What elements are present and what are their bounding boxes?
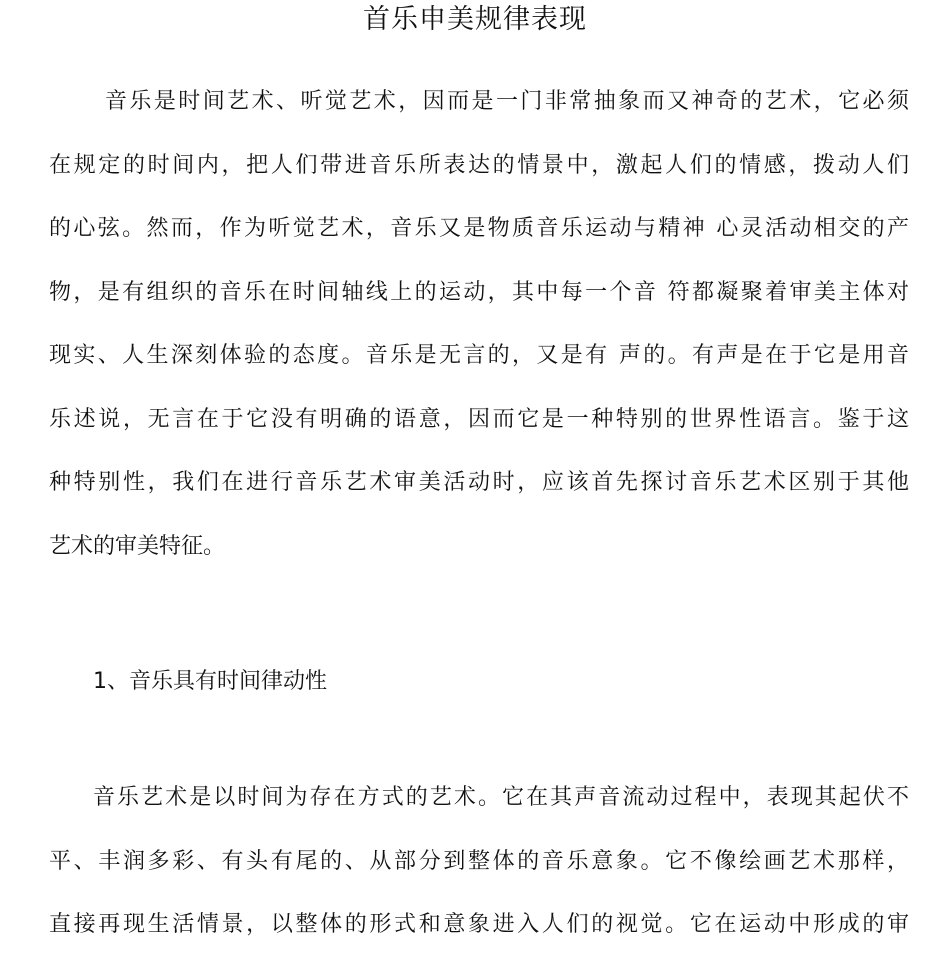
paragraph-section1 (49, 766, 909, 957)
paragraph-line: 的心弦。然而，作为听觉艺术，音乐又是物质音乐运动与精神 心灵活动相交的产 (49, 216, 909, 241)
paragraph-line: 现实、人生深刻体验的态度。音乐是无言的，又是有 声的。有声是在于它是用音 (49, 343, 909, 368)
paragraph-line: 种特别性，我们在进行音乐艺术审美活动时，应该首先探讨音乐艺术区别于其他 (49, 470, 909, 495)
paragraph-line: 在规定的时间内，把人们带进音乐所表达的情景中，激起人们的情感，拨动人们 (49, 152, 909, 178)
paragraph-line: 直接再现生活情景，以整体的形式和意象进入人们的视觉。它在运动中形成的审 (49, 912, 909, 937)
paragraph-intro (49, 70, 909, 578)
paragraph-line: 音乐艺术是以时间为存在方式的艺术。它在其声音流动过程中，表现其起伏不 (93, 785, 909, 810)
section-heading: 1、音乐具有时间律动性 (93, 669, 327, 694)
paragraph-line: 物，是有组织的音乐在时间轴线上的运动，其中每一个音 符都凝聚着审美主体对 (49, 279, 909, 305)
paragraph-line: 音乐是时间艺术、听觉艺术，因而是一门非常抽象而又神奇的艺术，它必须 (105, 89, 909, 114)
paragraph-line: 艺术的审美特征。 (49, 533, 226, 559)
document-title: 首乐申美规律表现 (363, 4, 587, 35)
paragraph-line: 平、丰润多彩、有头有尾的、从部分到整体的音乐意象。它不像绘画艺术那样， (49, 848, 909, 874)
paragraph-line: 乐述说，无言在于它没有明确的语意，因而它是一种特别的世界性语言。鉴于这 (49, 406, 909, 432)
